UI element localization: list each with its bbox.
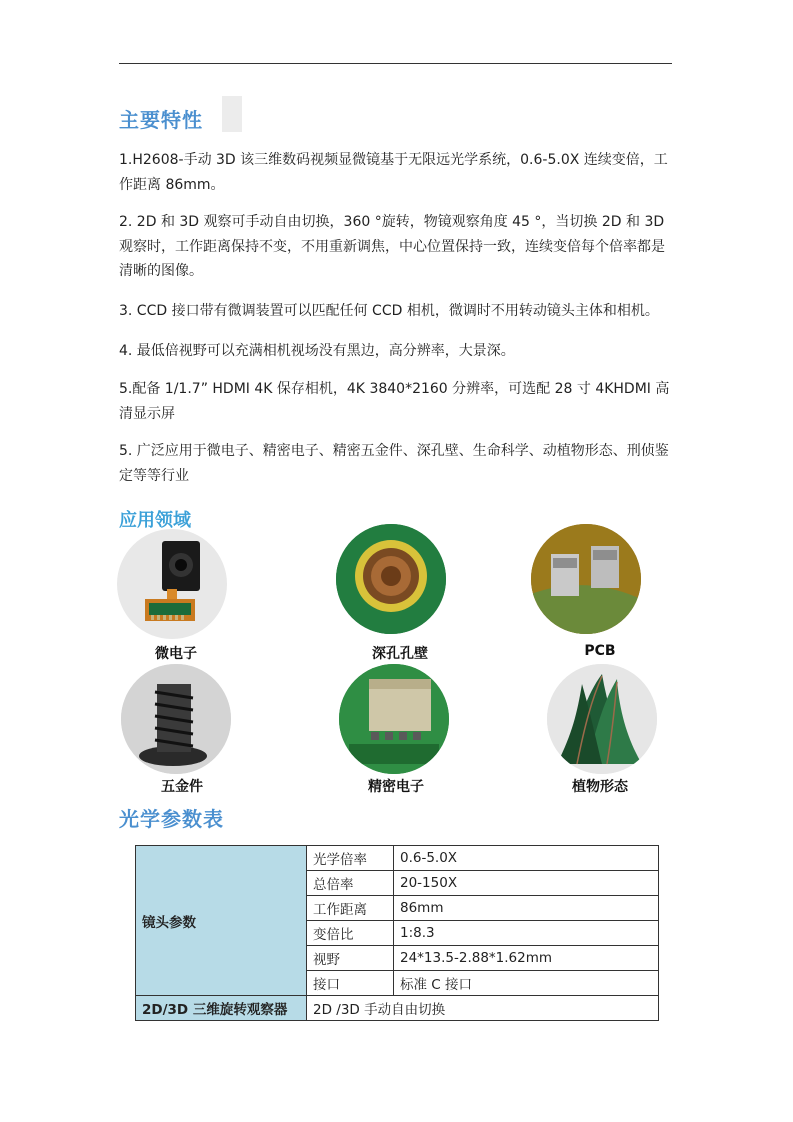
spec-row-value: 24*13.5-2.88*1.62mm [394, 946, 659, 971]
spec-heading: 光学参数表 [119, 807, 224, 831]
chip-photo [339, 664, 449, 774]
spec-row-value: 86mm [394, 896, 659, 921]
application-label-6: 植物形态 [572, 779, 628, 795]
spec-row-label: 视野 [307, 946, 394, 971]
application-label-5: 精密电子 [368, 779, 424, 795]
pcb-photo [531, 524, 641, 634]
applications-heading: 应用领域 [119, 510, 191, 531]
spec-row-value: 2D /3D 手动自由切换 [307, 996, 659, 1021]
spec-group-label: 2D/3D 三维旋转观察器 [136, 996, 307, 1021]
table-row [136, 846, 659, 871]
spec-row-value: 标准 C 接口 [394, 971, 659, 996]
application-label-1: 微电子 [155, 646, 197, 662]
features-heading: 主要特性 [119, 108, 203, 132]
spec-row-value: 1:8.3 [394, 921, 659, 946]
feature-item-2: 2. 2D 和 3D 观察可手动自由切换，360 °旋转，物镜观察角度 45 °，当切换 2D 和 3D 观察时，工作距离保持不变，不用重新调焦，中心位置保持一致，连续变倍每个倍率都是清晰的图像。 [119, 214, 665, 279]
heading-decoration [222, 96, 242, 132]
screw-photo [121, 664, 231, 774]
spec-table [135, 845, 659, 1021]
spec-row-label: 光学倍率 [307, 846, 394, 871]
spec-row-value: 0.6-5.0X [394, 846, 659, 871]
spec-row-value: 20-150X [394, 871, 659, 896]
application-label-2: 深孔孔壁 [372, 646, 428, 662]
feature-item-6: 5. 广泛应用于微电子、精密电子、精密五金件、深孔壁、生命科学、动植物形态、刑侦鉴定等等行业 [119, 443, 669, 484]
spec-row-label: 变倍比 [307, 921, 394, 946]
application-label-3: PCB [584, 643, 616, 659]
camera-module-photo [117, 529, 227, 639]
feature-item-4: 4. 最低倍视野可以充满相机视场没有黑边，高分辨率，大景深。 [119, 343, 515, 359]
spec-row-label: 接口 [307, 971, 394, 996]
feature-item-1: 1.H2608-手动 3D 该三维数码视频显微镜基于无限远光学系统，0.6-5.0X 连续变倍，工作距离 86mm。 [119, 152, 668, 193]
spec-group-label: 镜头参数 [136, 846, 307, 996]
deep-hole-photo [336, 524, 446, 634]
application-label-4: 五金件 [161, 779, 203, 795]
feature-item-5: 5.配备 1/1.7” HDMI 4K 保存相机，4K 3840*2160 分辨率，可选配 28 寸 4KHDMI 高清显示屏 [119, 381, 670, 422]
table-row [136, 996, 659, 1021]
spec-row-label: 总倍率 [307, 871, 394, 896]
spec-row-label: 工作距离 [307, 896, 394, 921]
feature-item-3: 3. CCD 接口带有微调装置可以匹配任何 CCD 相机，微调时不用转动镜头主体和相机。 [119, 303, 659, 319]
header-rule [119, 63, 672, 64]
plant-photo [547, 664, 657, 774]
